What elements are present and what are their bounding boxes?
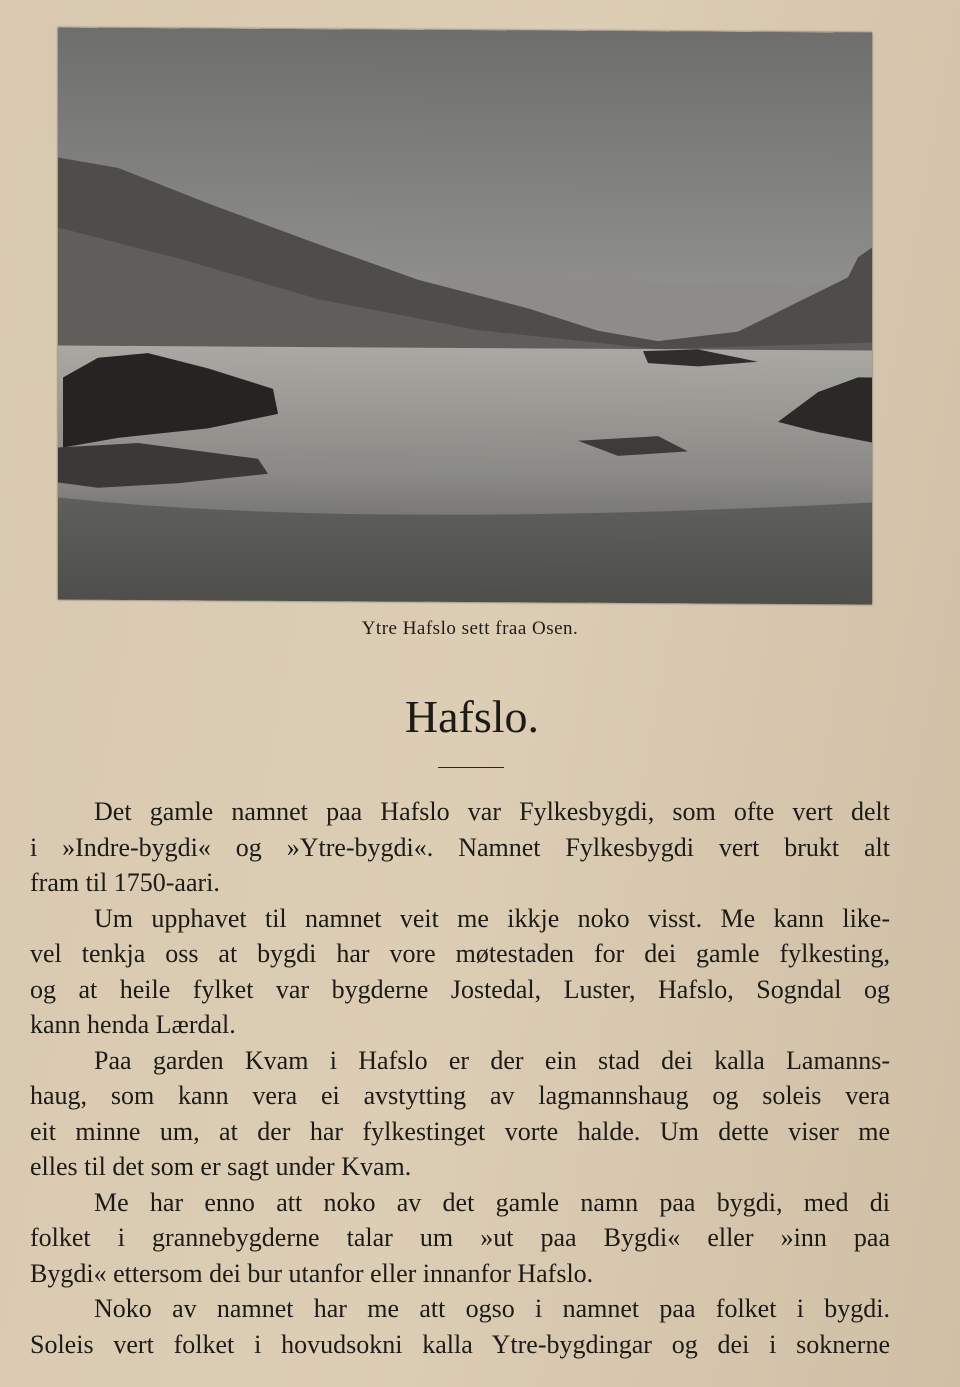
heading-divider (438, 767, 504, 768)
text-line: i »Indre-bygdi« og »Ytre-bygdi«. Namnet Fylkesbygdi vert brukt alt (30, 832, 890, 862)
text-line: fram til 1750-aari. (30, 868, 220, 897)
chapter-heading: Hafslo. (404, 691, 540, 742)
text-line: haug, som kann vera ei avstytting av lagmannshaug og soleis vera (30, 1081, 890, 1110)
text-line: kann henda Lærdal. (30, 1010, 236, 1039)
paragraph-4 (30, 1185, 890, 1292)
text-line: Bygdi« ettersom dei bur utanfor eller innanfor Hafslo. (30, 1258, 594, 1288)
text-line: Det gamle namnet paa Hafslo var Fylkesbygdi, som ofte vert delt (94, 797, 890, 826)
text-line: Um upphavet til namnet veit me ikkje noko visst. Me kann like- (94, 903, 890, 933)
paragraph-3 (30, 1043, 890, 1185)
text-line: Soleis vert folket i hovudsokni kalla Ytre-bygdingar og dei i soknerne (30, 1329, 890, 1359)
text-line: folket i grannebygderne talar um »ut paa Bygdi« eller »inn paa (30, 1223, 890, 1252)
text-line: Noko av namnet har me att ogso i namnet paa folket i bygdi. (94, 1294, 890, 1323)
paragraph-2 (30, 901, 890, 1043)
paragraph-5 (30, 1291, 890, 1362)
photo-caption: Ytre Hafslo sett fraa Osen. (361, 618, 579, 639)
text-line: Me har enno att noko av det gamle namn paa bygdi, med di (94, 1187, 890, 1217)
text-line: og at heile fylket var bygderne Jostedal, Luster, Hafslo, Sogndal og (30, 974, 890, 1004)
text-line: elles til det som er sagt under Kvam. (30, 1152, 412, 1181)
paragraph-1 (30, 794, 890, 901)
text-line: eit minne um, at der har fylkestinget vorte halde. Um dette viser me (30, 1116, 890, 1146)
landscape-photo (58, 28, 872, 605)
body-text (30, 794, 890, 1362)
text-line: Paa garden Kvam i Hafslo er der ein stad dei kalla Lamanns- (94, 1045, 890, 1075)
lake-landscape-image (58, 28, 872, 605)
text-line: vel tenkja oss at bygdi har vore møtestaden for dei gamle fylkesting, (30, 939, 890, 968)
